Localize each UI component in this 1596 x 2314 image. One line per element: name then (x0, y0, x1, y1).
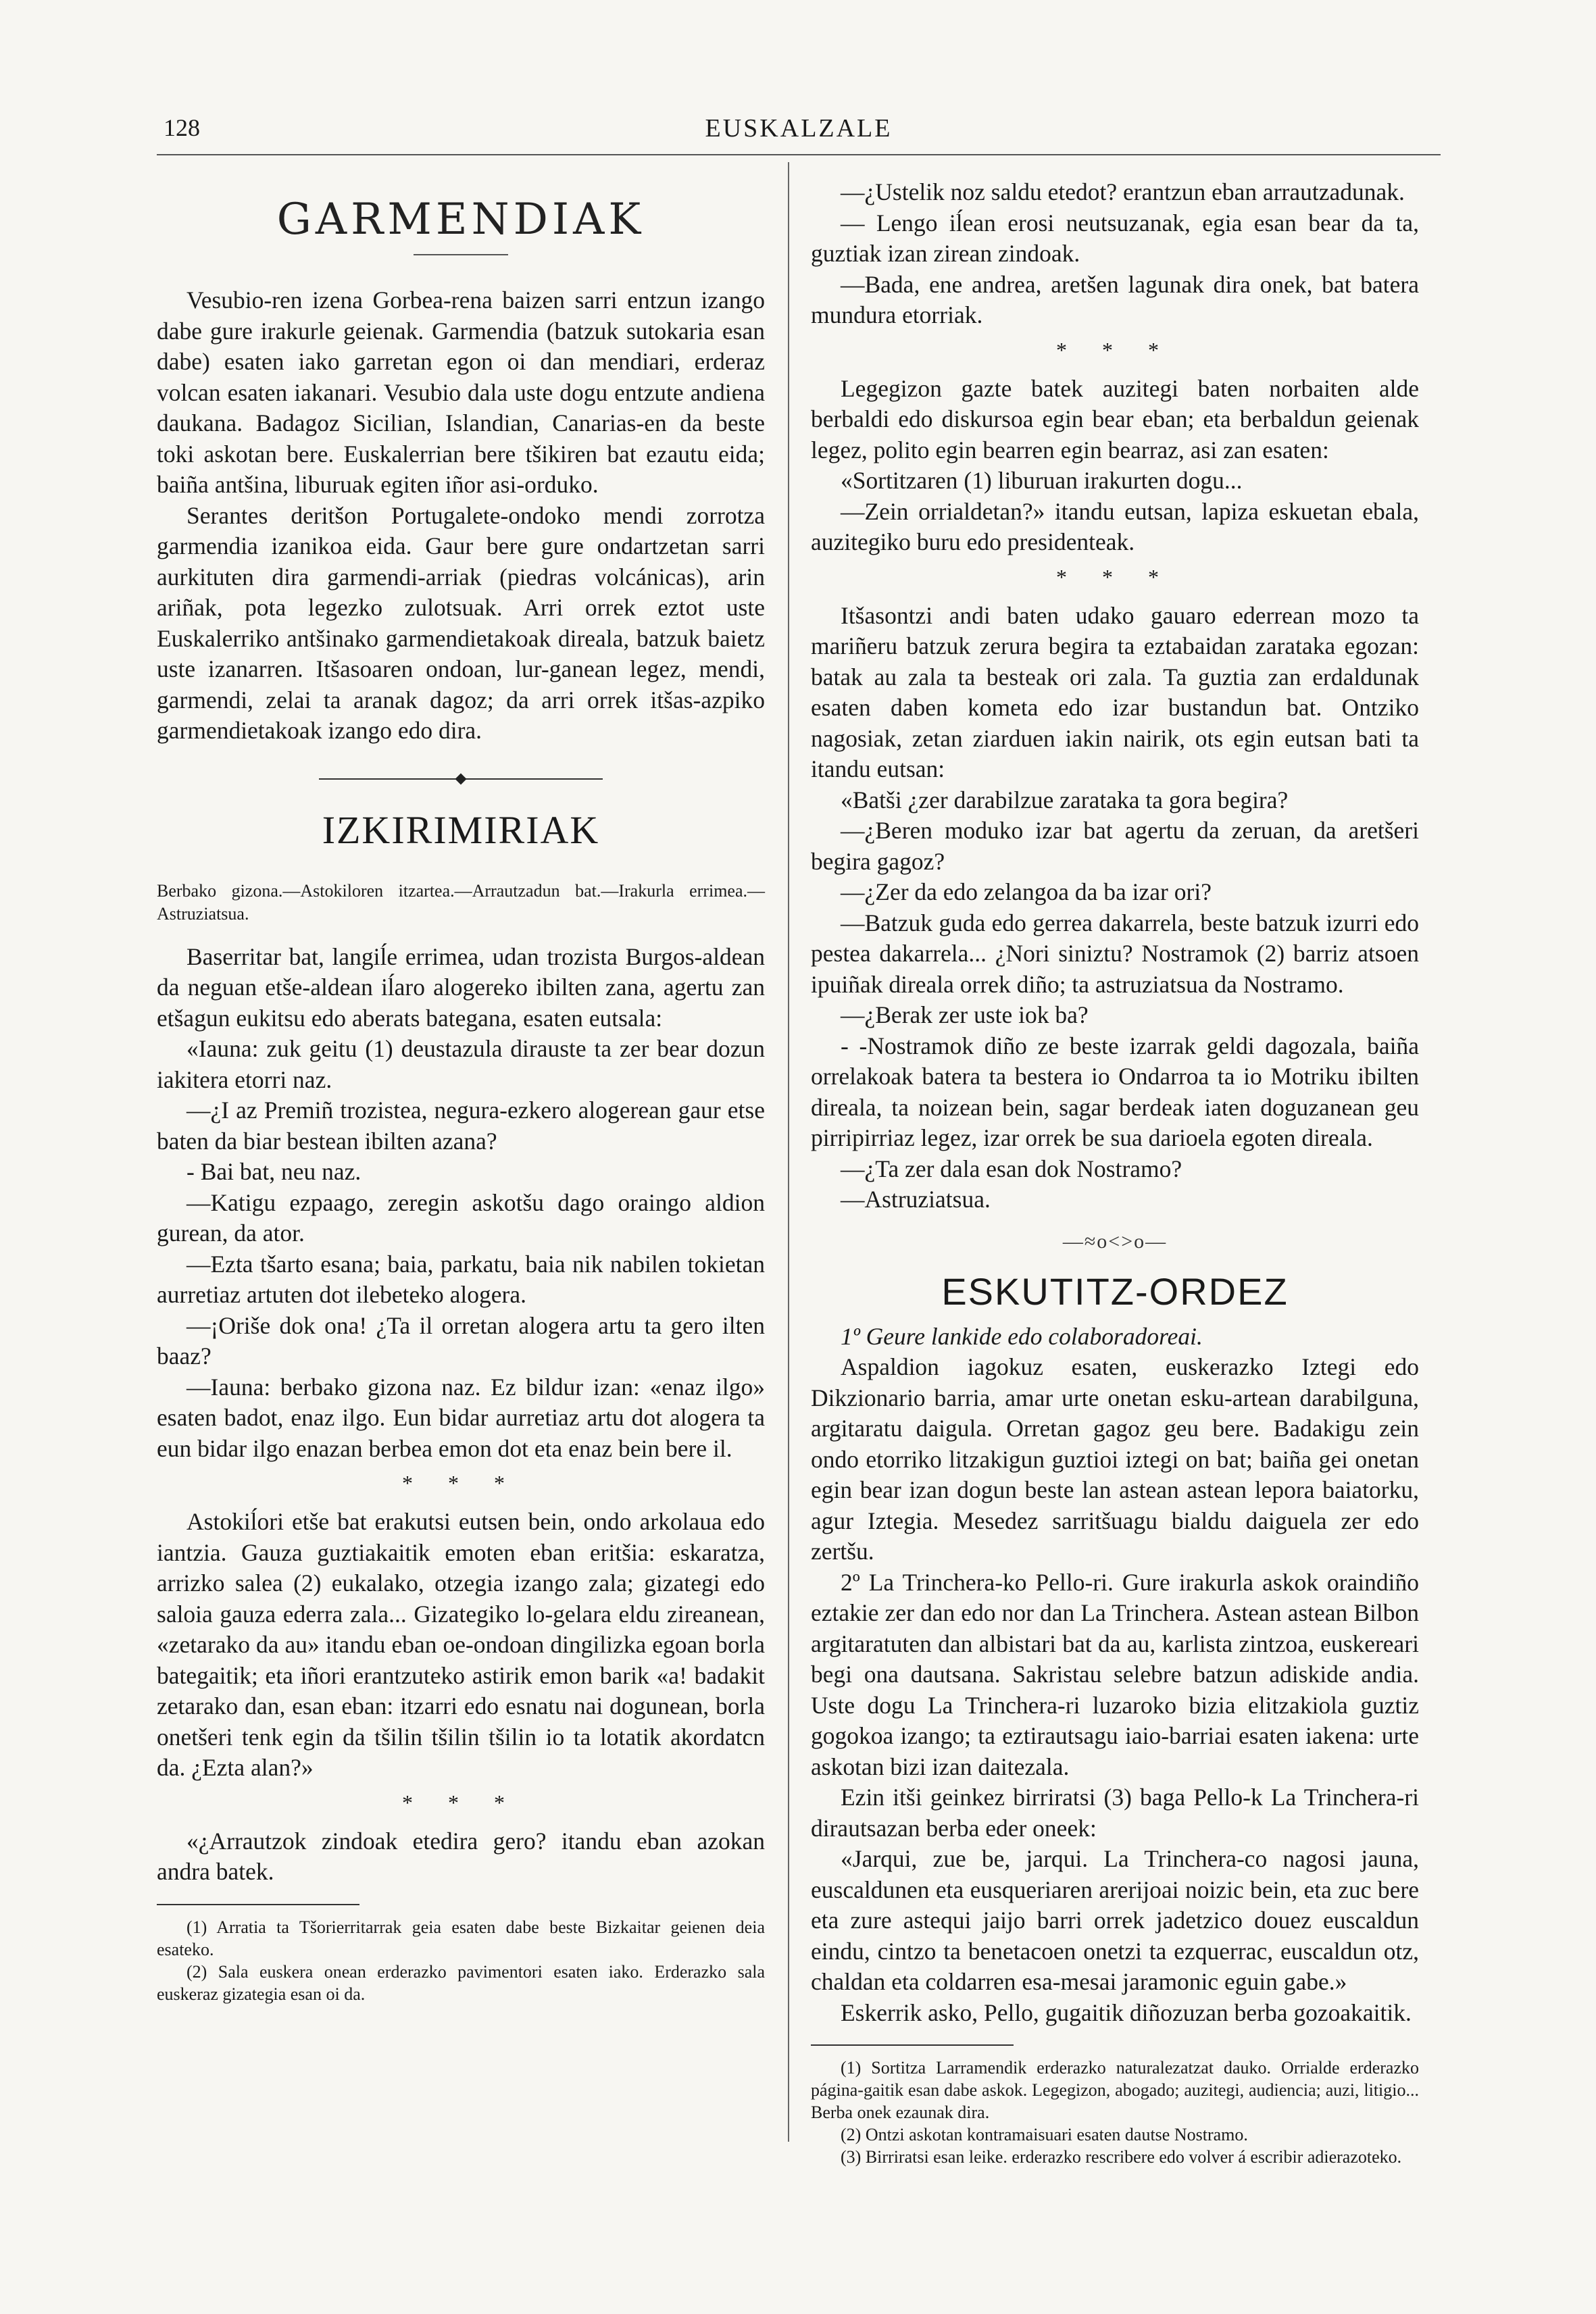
title-garmendiak: GARMENDIAK (276, 195, 645, 245)
left-column (157, 177, 765, 2005)
title-izkirimiriak: IZKIRIMIRIAK (322, 807, 600, 852)
page-header (157, 114, 1441, 154)
story-paragraph: —¿I az Premiñ trozistea, negura-ezkero alogerean gaur etse baten da biar bestean ibilten azana? (157, 1097, 765, 1155)
story-paragraph: Astokiĺori etše bat erakutsi eutsen bein, ondo arkolaua edo iantzia. Gauza guztiakaitik emoten eban eritšia: eskaratza, arrizko salea (2) eukalako, otzegia izango zala; gizategi edo saloia gauza ederra zala... Gizategiko lo-gelara eldu zireanean, «zetarako da au» itandu eban oe-ondoan dingilizka egoan borla bategaitik; eta iñori erantzuteko astirik emon barik «a! badakit zetarako dan, esan eban: itzarri edo esnatu nai dogunean, borla onetšeri tenk egin da tšilin tšilin tšilin io ta lotatik akordatcn da. ¿Ezta alan?» (157, 1508, 765, 1781)
story-paragraph: — Lengo iĺean erosi neutsuzanak, egia esan bear da ta, guztiak izan zirean zindoak. (811, 209, 1419, 267)
title-eskutitz-ordez: ESKUTITZ-ORDEZ (941, 1269, 1289, 1313)
story-paragraph: —Bada, ene andrea, aretšen lagunak dira onek, bat batera mundura etorriak. (811, 270, 1419, 328)
ornamental-rule (319, 775, 603, 783)
footnote-rule (157, 1904, 359, 1905)
story-paragraph: —¿Berak zer uste iok ba? (841, 1001, 1089, 1028)
story-paragraph: —¿Beren moduko izar bat agertu da zeruan, da aretšeri begira gagoz? (811, 817, 1419, 875)
quoted-letter: «Jarqui, zue be, jarqui. La Trinchera-co nagosi jauna, euscaldunen eta eusqueriaren arerijoai noizic bein, eta zuc bere eta zure astequi jaijo barri orrek jadetzico douez euscaldun eindu, cintzo ta benetacoen onetzi ta ezquerrac, euscaldun otz, chaldan eta coldarren esa-mesai jaramonic eguin gabe.» (811, 1845, 1419, 1995)
story-paragraph: «Sortitzaren (1) liburuan irakurten dogu... (841, 467, 1243, 494)
story-paragraph: «Batši ¿zer darabilzue zarataka ta gora begira? (841, 786, 1289, 813)
story-paragraph: Legegizon gazte batek auzitegi baten norbaiten alde berbaldi edo diskursoa egin bear eban; eta berbaldun geienak legez, polito egin bearren egin bearraz, asi zan esaten: (811, 374, 1419, 463)
story-paragraph: Ezin itši geinkez birriratsi (3) baga Pello-k La Trinchera-ri dirautsazan berba eder oneek: (811, 1784, 1419, 1842)
story-paragraph: —Zein orrialdetan?» itandu eutsan, lapiza eskuetan ebala, auzitegiko buru edo presidenteak. (811, 497, 1419, 555)
footnote: (1) Arratia ta Tšorierritarrak geia esaten dabe beste Bizkaitar geienen deia esateko. (157, 1917, 765, 1959)
garmendiak-paragraph: Vesubio-ren izena Gorbea-rena baizen sarri entzun izango dabe gure irakurle geienak. Garmendia (batzuk sutokaria esan dabe) esaten iako garretan egon oi dan mendiari, erderaz volcan esaten iakanari. Vesubio dala uste dogu entzute andiena daukana. Badagoz Sicilian, Islandian, Canarias-en da beste toki askotan bere. Euskalerrian bere tšikiren bat ezautu eida; baiña antšina, liburuak egiten iñor asi-orduko. (157, 286, 765, 498)
story-paragraph: —¿Ustelik noz saldu etedot? erantzun eban arrautzadunak. (841, 178, 1405, 205)
story-paragraph: - Bai bat, neu naz. (186, 1158, 361, 1185)
story-paragraph: «Iauna: zuk geitu (1) deustazula dirauste ta zer bear dozun iakitera etorri naz. (157, 1035, 765, 1093)
item-heading: 1º Geure lankide edo colaboradoreai. (841, 1322, 1203, 1350)
title-rule (414, 254, 508, 255)
story-paragraph: —¿Zer da edo zelangoa da ba izar ori? (841, 878, 1212, 905)
column-divider (788, 162, 789, 2142)
section-stars: * * * (402, 1471, 520, 1495)
story-paragraph: —Astruziatsua. (841, 1186, 991, 1213)
running-head: EUSKALZALE (705, 114, 893, 143)
story-paragraph: Aspaldion iagokuz esaten, euskerazko Iztegi edo Dikzionario barria, amar urte onetan esku-artean darabilguna, argitaratu daigula. Orretan gagoz geu bere. Badakigu zein ondo etorriko litzakigun guztioi iztegi on bat; baiña gei onetan egin bear izan dogun beste lan astean astean lepora baiatorku, agur Iztegia. Mesedez sarritšuagu bialdu daiguela zer edo zertšu. (811, 1353, 1419, 1565)
footnote: (3) Birriratsi esan leike. erderazko rescribere edo volver á escribir adierazoteko. (841, 2147, 1402, 2167)
garmendiak-paragraph: Serantes deritšon Portugalete-ondoko mendi zorrotza garmendia izanikoa eida. Gaur bere gure ondartzetan sarri aurkituten dira garmendi-arriak (piedras volcánicas), arin ariñak, pota legezko zulotsuak. Arri orrek eztot uste Euskalerriko antšinako garmendietakoak direala, batzuk baietz uste izanarren. Itšasoaren ondoan, lur-ganean legez, mendi, garmendi, zelai ta aranak dagoz; da arri orrek itšas-azpiko garmendietakoak izango edo dira. (157, 501, 765, 744)
story-paragraph: Baserritar bat, langiĺe errimea, udan trozista Burgos-aldean da neguan etše-aldean iĺaro alogereko ibilten zana, agertu zan etšagun eukitsu edo aberats bategana, esaten eutsala: (157, 942, 765, 1032)
story-paragraph: —Katigu ezpaago, zeregin askotšu dago oraingo aldion gurean, da ator. (157, 1188, 765, 1247)
story-paragraph: —Ezta tšarto esana; baia, parkatu, baia nik nabilen tokietan aurretiaz artuten dot ilebeteko alogera. (157, 1250, 765, 1308)
footnote: (2) Ontzi askotan kontramaisuari esaten dautse Nostramo. (841, 2125, 1248, 2144)
right-column (811, 177, 1419, 2168)
story-paragraph: «¿Arrautzok zindoak etedira gero? itandu eban azokan andra batek. (157, 1827, 765, 1885)
header-rule (157, 154, 1441, 155)
footnote-rule (811, 2044, 1014, 2046)
story-paragraph: Eskerrik asko, Pello, gugaitik diñozuzan berba gozoakaitik. (841, 1998, 1412, 2026)
story-paragraph: —¿Ta zer dala esan dok Nostramo? (841, 1155, 1182, 1182)
story-paragraph: —Iauna: berbako gizona naz. Ez bildur izan: «enaz ilgo» esaten badot, enaz ilgo. Eun bidar aurretiaz artu dot alogera ta eun bidar ilgo enazan berbea emon dot eta enaz bein bere il. (157, 1373, 765, 1462)
story-paragraph: - -Nostramok diño ze beste izarrak geldi dagozala, baiña orrelakoak batera ta bestera io Ondarroa ta io Motriku ibilten direala, ta noizean bein, sagar berdeak iaten doguzanean geu pirripirriaz legez, izar orrek be sua darioela egoten direala. (811, 1032, 1419, 1151)
story-paragraph: 2º La Trinchera-ko Pello-ri. Gure irakurla askok oraindiño eztakie zer dan edo nor dan La Trinchera. Astean astean Bilbon argitaratuten dan albistari bat da au, karlista zintzoa, euskereari begi ona dautsana. Sakristau selebre batzun adiskide andia. Uste dogu La Trinchera-ri luzaroko bizia elitzakiola guztiz gogokoa izango; ta eztirautsagu iaio-barriai esaten iakena: urte askotan bizi izan daitezala. (811, 1568, 1419, 1780)
section-summary: Berbako gizona.—Astokiloren itzartea.—Arrautzadun bat.—Irakurla errimea.—Astruziatsua. (157, 880, 765, 924)
diamond-icon (455, 773, 467, 784)
footnote: (2) Sala euskera onean erderazko pavimentori esaten iako. Erderazko sala euskeraz gizategia esan oi da. (157, 1961, 765, 2004)
section-stars: * * * (402, 1790, 520, 1815)
story-paragraph: —¡Orišе dok ona! ¿Ta il orretan alogera artu ta gero ilten baaz? (157, 1311, 765, 1369)
section-stars: * * * (1056, 564, 1174, 589)
footnote: (1) Sortitza Larramendik erderazko naturalezatzat dauko. Orrialde erderazko página-gaitik esan dabe askok. Legegizon, abogado; auzitegi, audiencia; auzi, litigio... Berba onek ezaunak dira. (811, 2058, 1419, 2122)
page-number: 128 (164, 114, 200, 141)
story-paragraph: —Batzuk guda edo gerrea dakarrela, beste batzuk izurri edo pestea dakarrela... ¿Nori siniztu? Nostramok (2) barriz atsoen ipuiñak direala orrek diño; ta astruziatsua da Nostramo. (811, 909, 1419, 998)
ornament-swirl: —≈o<>o— (1062, 1230, 1168, 1253)
section-stars: * * * (1056, 337, 1174, 362)
story-paragraph: Itšasontzi andi baten udako gauaro ederrean mozo ta mariñeru batzuk zerura begira ta eztabaidan zarataka egozan: batak au zala ta besteak ori zala. Ta guztia zan erdaldunak esaten daben kometa edo izar bustandun bat. Ontziko nagosiak, zetan ziarduen iakin nairik, ots egin eutsan bati ta itandu eutsan: (811, 601, 1419, 782)
